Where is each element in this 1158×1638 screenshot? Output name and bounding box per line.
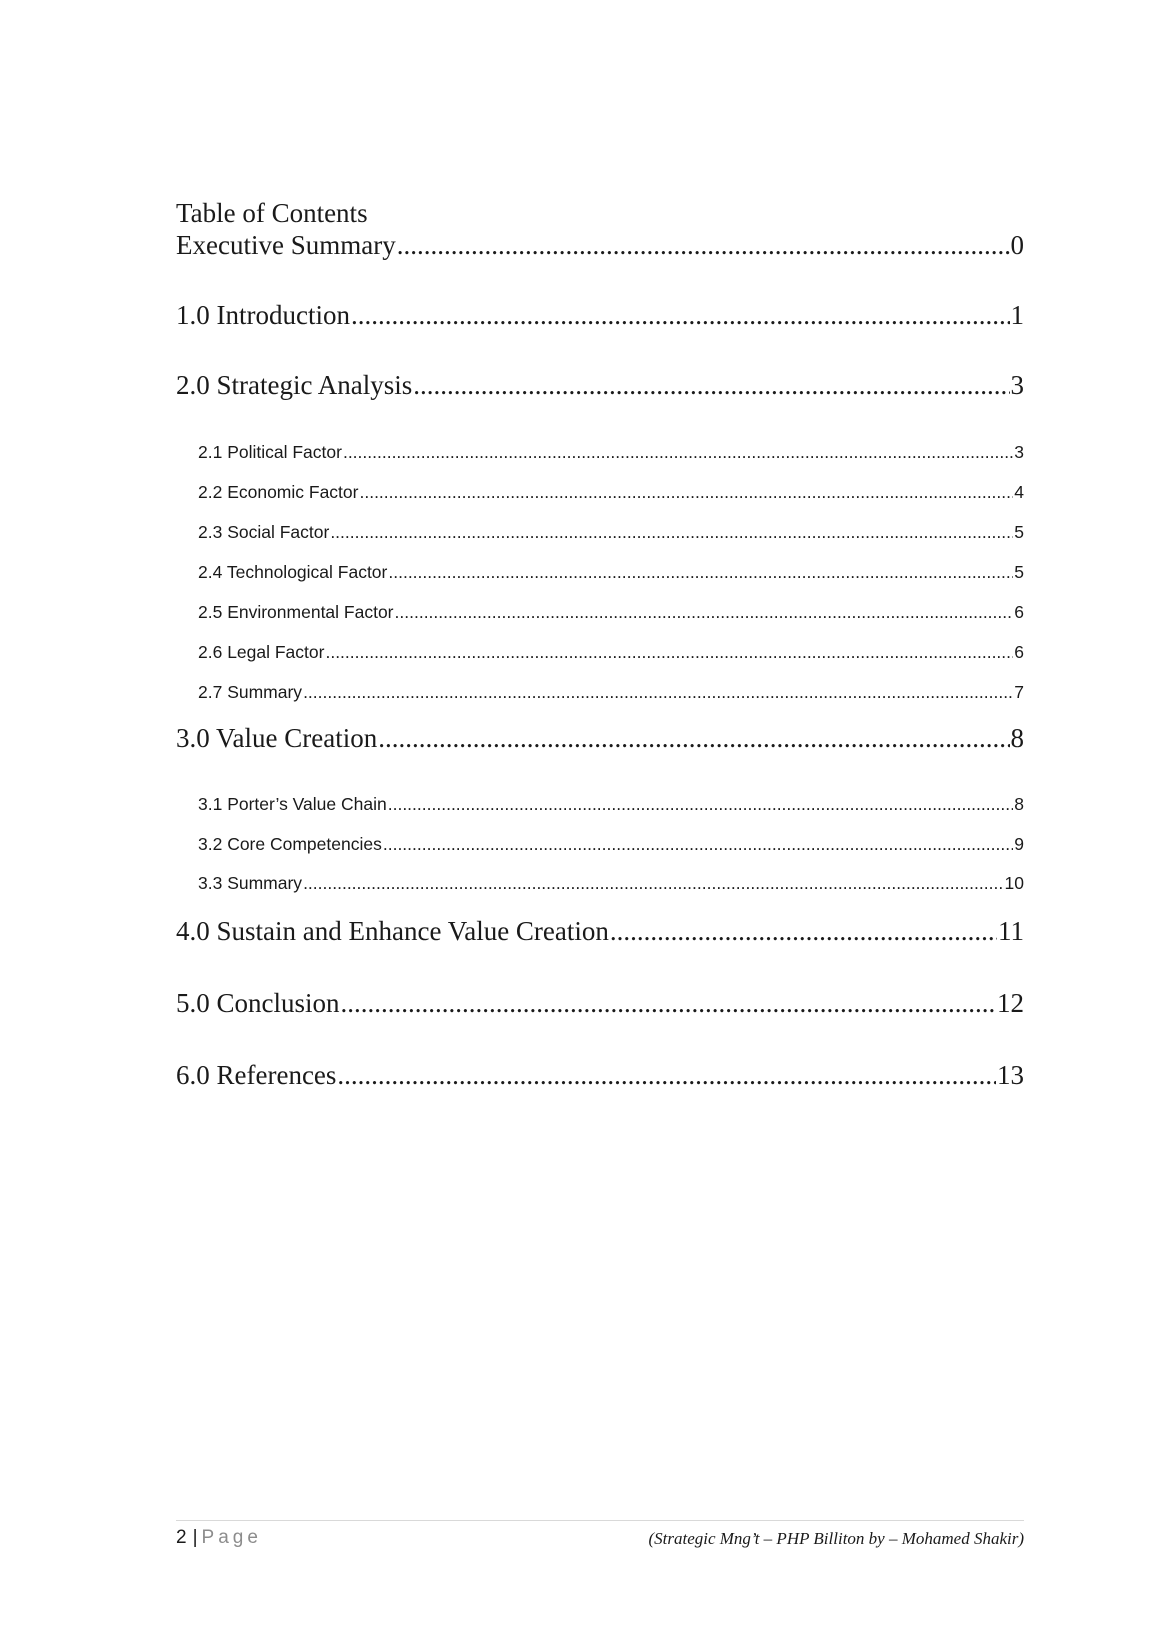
toc-leader-dots xyxy=(359,480,1013,504)
toc-entry-political-factor[interactable] xyxy=(198,440,1024,464)
footer-document-title: (Strategic Mng’t – PHP Billiton by – Mohamed Shakir) xyxy=(648,1529,1024,1548)
toc-entry-summary-3-3[interactable] xyxy=(198,871,1024,895)
toc-entry-social-factor[interactable] xyxy=(198,520,1024,544)
toc-entry-label: 3.3 Summary xyxy=(198,873,303,893)
toc-entry-page: 11 xyxy=(998,916,1024,946)
toc-leader-dots xyxy=(397,228,1010,262)
toc-entry-economic-factor[interactable] xyxy=(198,480,1024,504)
toc-entry-page: 6 xyxy=(1014,642,1024,662)
toc-entry-page: 3 xyxy=(1010,370,1024,400)
toc-entry-label: 2.2 Economic Factor xyxy=(198,482,359,502)
toc-entry-technological-factor[interactable] xyxy=(198,560,1024,584)
toc-entry-summary-2-7[interactable] xyxy=(198,680,1024,704)
toc-entry-page: 9 xyxy=(1014,834,1024,854)
toc-leader-dots xyxy=(388,560,1013,584)
toc-entry-label: 2.1 Political Factor xyxy=(198,442,342,462)
toc-entry-introduction[interactable] xyxy=(176,298,1024,332)
footer-page-word: Page xyxy=(201,1527,262,1548)
toc-entry-page: 4 xyxy=(1014,482,1024,502)
toc-entry-page: 6 xyxy=(1014,602,1024,622)
toc-leader-dots xyxy=(610,914,997,948)
toc-entry-page: 12 xyxy=(997,988,1024,1018)
toc-entry-page: 3 xyxy=(1014,442,1024,462)
toc-entry-page: 5 xyxy=(1014,562,1024,582)
toc-leader-dots xyxy=(303,680,1013,704)
toc-entry-label: 3.0 Value Creation xyxy=(176,723,378,753)
footer-page-number xyxy=(176,1525,262,1551)
toc-entry-porters-value-chain[interactable] xyxy=(198,792,1024,816)
toc-entry-value-creation[interactable] xyxy=(176,721,1024,755)
toc-entry-label: 4.0 Sustain and Enhance Value Creation xyxy=(176,916,609,946)
footer-separator: | xyxy=(192,1527,198,1548)
toc-entry-strategic-analysis[interactable] xyxy=(176,368,1024,402)
toc-leader-dots xyxy=(343,440,1013,464)
toc-entry-label: 2.6 Legal Factor xyxy=(198,642,325,662)
toc-entry-label: 6.0 References xyxy=(176,1060,337,1090)
toc-entry-environmental-factor[interactable] xyxy=(198,600,1024,624)
toc-entry-label: 2.3 Social Factor xyxy=(198,522,330,542)
footer-divider xyxy=(176,1520,1024,1521)
toc-entry-label: 2.7 Summary xyxy=(198,682,303,702)
toc-entry-page: 8 xyxy=(1010,723,1024,753)
toc-entry-page: 8 xyxy=(1014,794,1024,814)
toc-leader-dots xyxy=(341,986,996,1020)
toc-entry-page: 7 xyxy=(1014,682,1024,702)
toc-entry-label: 5.0 Conclusion xyxy=(176,988,340,1018)
toc-leader-dots xyxy=(325,640,1013,664)
toc-leader-dots xyxy=(388,792,1014,816)
toc-entry-page: 0 xyxy=(1010,230,1024,260)
toc-entry-page: 13 xyxy=(997,1060,1024,1090)
toc-entry-label: 3.2 Core Competencies xyxy=(198,834,382,854)
toc-entry-core-competencies[interactable] xyxy=(198,832,1024,856)
toc-entry-label: Executive Summary xyxy=(176,230,396,260)
toc-leader-dots xyxy=(378,721,1009,755)
toc-entry-conclusion[interactable] xyxy=(176,986,1024,1020)
toc-entry-page: 10 xyxy=(1004,873,1024,893)
toc-entry-legal-factor[interactable] xyxy=(198,640,1024,664)
toc-entry-sustain-enhance[interactable] xyxy=(176,914,1024,948)
toc-entry-references[interactable] xyxy=(176,1058,1024,1092)
toc-leader-dots xyxy=(330,520,1013,544)
toc-leader-dots xyxy=(303,871,1003,895)
toc-heading: Table of Contents xyxy=(176,198,368,228)
toc-entry-label: 2.5 Environmental Factor xyxy=(198,602,394,622)
toc-leader-dots xyxy=(383,832,1013,856)
toc-entry-label: 1.0 Introduction xyxy=(176,300,350,330)
footer-page-num: 2 xyxy=(176,1527,187,1548)
toc-entry-label: 3.1 Porter’s Value Chain xyxy=(198,794,387,814)
toc-leader-dots xyxy=(337,1058,996,1092)
toc-entry-page: 1 xyxy=(1010,300,1024,330)
toc-leader-dots xyxy=(395,600,1014,624)
toc-leader-dots xyxy=(351,298,1010,332)
toc-leader-dots xyxy=(413,368,1009,402)
toc-entry-label: 2.4 Technological Factor xyxy=(198,562,388,582)
toc-entry-page: 5 xyxy=(1014,522,1024,542)
toc-entry-label: 2.0 Strategic Analysis xyxy=(176,370,413,400)
toc-entry-executive-summary[interactable] xyxy=(176,228,1024,262)
